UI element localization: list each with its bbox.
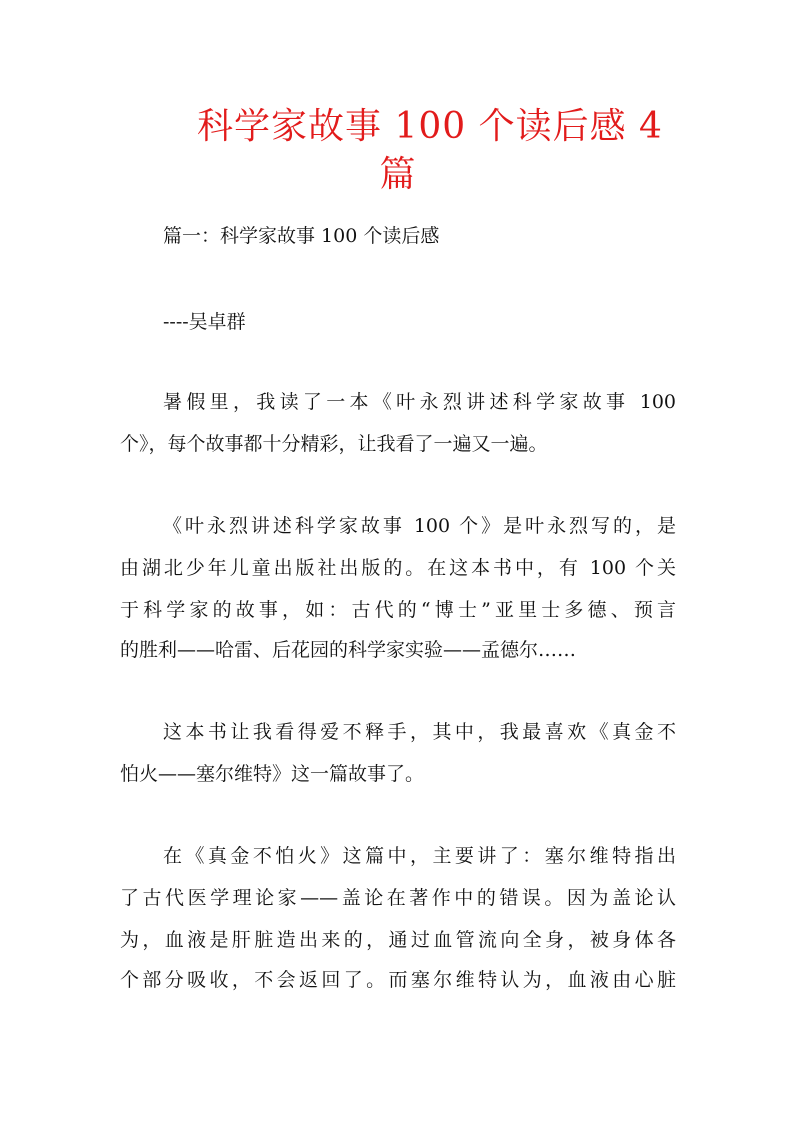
document-title-line-1: 科学家故事 100 个读后感 4 (197, 106, 663, 147)
paragraph-1-line-2: 个》，每个故事都十分精彩，让我看了一遍又一遍。 (120, 433, 548, 455)
paragraph-1-line-1: 暑假里，我读了一本《叶永烈讲述科学家故事 100 (163, 391, 676, 413)
paragraph-2-line-4: 的胜利——哈雷、后花园的科学家实验——孟德尔…… (120, 639, 577, 661)
paragraph-3-line-2: 怕火——塞尔维特》这一篇故事了。 (120, 763, 425, 785)
paragraph-4-line-2: 了古代医学理论家——盖论在著作中的错误。因为盖论认 (120, 887, 676, 909)
paragraph-4-line-4: 个部分吸收，不会返回了。而塞尔维特认为，血液由心脏 (120, 969, 676, 991)
document-title-line-2: 篇 (379, 154, 417, 195)
paragraph-4-line-1: 在《真金不怕火》这篇中，主要讲了：塞尔维特指出 (163, 845, 676, 867)
section-heading: 篇一：科学家故事 100 个读后感 (163, 225, 440, 247)
paragraph-4-line-3: 为，血液是肝脏造出来的，通过血管流向全身，被身体各 (120, 929, 676, 951)
author-line: ----吴卓群 (163, 311, 246, 333)
paragraph-3-line-1: 这本书让我看得爱不释手，其中，我最喜欢《真金不 (163, 721, 676, 743)
paragraph-2-line-2: 由湖北少年儿童出版社出版的。在这本书中，有 100 个关 (120, 557, 676, 579)
paragraph-2-line-1: 《叶永烈讲述科学家故事 100 个》是叶永烈写的，是 (163, 515, 676, 537)
paragraph-2-line-3: 于科学家的故事，如：古代的“博士”亚里士多德、预言 (120, 599, 676, 621)
